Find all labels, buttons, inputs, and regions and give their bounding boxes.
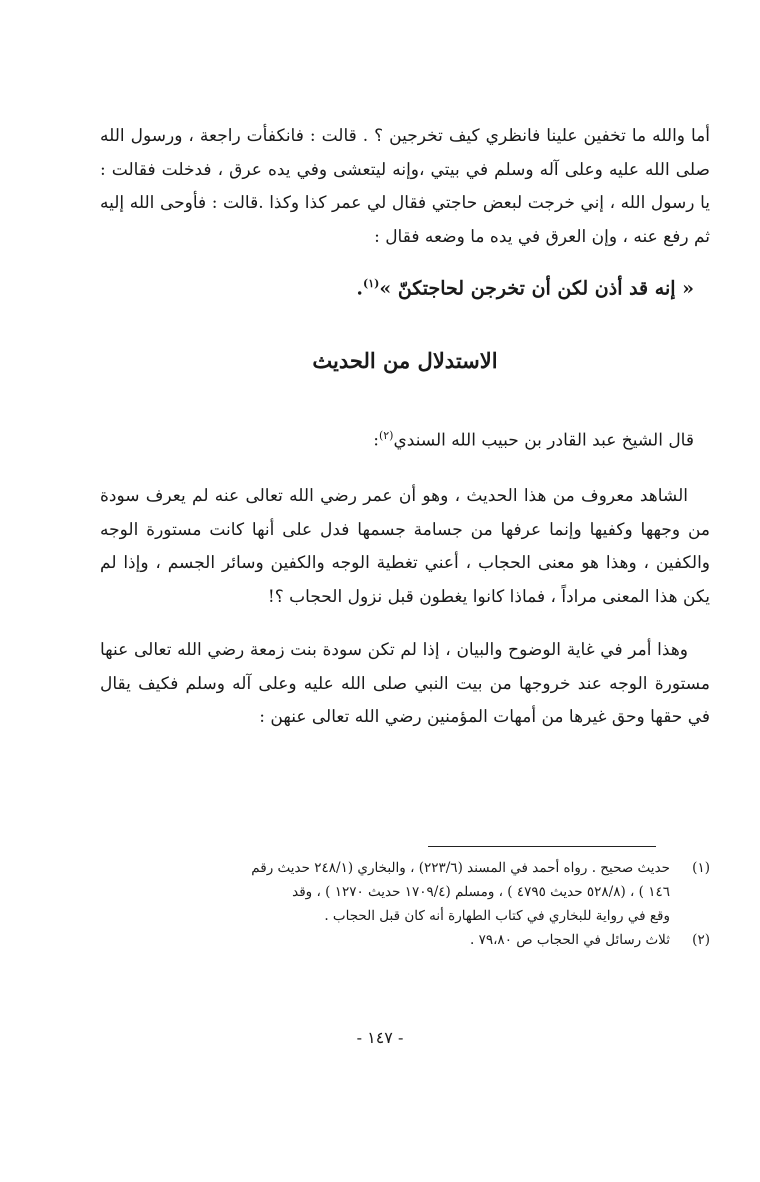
speaker-line xyxy=(100,419,710,458)
footnote-ref-2: (٢) xyxy=(378,429,394,443)
speaker-end: : xyxy=(373,430,379,451)
footnotes xyxy=(100,856,710,952)
section-heading: الاستدلال من الحديث xyxy=(312,348,498,374)
footnote-1 xyxy=(100,856,710,880)
quote-text: « إنه قد أذن لكن أن تخرجن لحاجتكنّ » xyxy=(379,277,694,300)
footnote-1-line-2: ١٤٦ ) ، (٥٢٨/٨ حديث ٤٧٩٥ ) ، ومسلم (١٧٠٩/٤ حديث ١٢٧٠ ) ، وقد xyxy=(292,884,670,900)
footnote-text: حديث صحيح . رواه أحمد في المسند (٢٢٣/٦) ، والبخاري (٢٤٨/١ حديث رقم xyxy=(251,860,670,876)
footnote-number: (١) xyxy=(692,860,710,876)
footnote-text: ثلاث رسائل في الحجاب ص ٧٩،٨٠ . xyxy=(469,932,670,948)
main-text xyxy=(100,120,710,735)
paragraph-1: أما والله ما تخفين علينا فانظري كيف تخرجين ؟ . قالت : فانكفأت راجعة ، ورسول الله صلى الله عليه وعلى آله وسلم في بيتي ،وإنه ليتعشى وفي يده عرق ، فدخلت فقالت : يا رسول الله ، إني خرجت لبعض حاجتي فقال لي عمر كذا وكذا .قالت : فأوحى الله إليه ثم رفع عنه ، وإن العرق في يده ما وضعه فقال : xyxy=(100,126,710,247)
quote-end: . xyxy=(356,277,363,300)
footnote-1-line-3: وقع في رواية للبخاري في كتاب الطهارة أنه كان قبل الحجاب . xyxy=(324,908,670,924)
footnote-number: (٢) xyxy=(692,932,710,948)
page-number: - ١٤٧ - xyxy=(356,1028,404,1047)
paragraph-3: وهذا أمر في غاية الوضوح والبيان ، إذا لم تكن سودة بنت زمعة رضي الله تعالى عنها مستورة الوجه عند خروجها من بيت النبي صلى الله عليه وعلى آله وسلم فكيف يقال في حقها وحق غيرها من أمهات المؤمنين رضي الله تعالى عنهن : xyxy=(100,640,710,728)
footnote-2 xyxy=(100,928,710,952)
paragraph-2: الشاهد معروف من هذا الحديث ، وهو أن عمر رضي الله تعالى عنه لم يعرف سودة من وجهها وكفيها وإنما عرفها من جسامة جسمها فدل على أنها كانت مستورة الوجه والكفين ، وهذا هو معنى الحجاب ، أعني تغطية الوجه والكفين وسائر الجسم ، وإذا لم يكن هذا المعنى مراداً ، فماذا كانوا يغطون قبل نزول الحجاب ؟! xyxy=(100,486,710,607)
speaker-text: قال الشيخ عبد القادر بن حبيب الله السندي xyxy=(393,430,694,451)
footnote-ref-1: (١) xyxy=(362,277,380,290)
hadith-quote xyxy=(100,266,710,306)
footnote-divider xyxy=(428,846,656,847)
